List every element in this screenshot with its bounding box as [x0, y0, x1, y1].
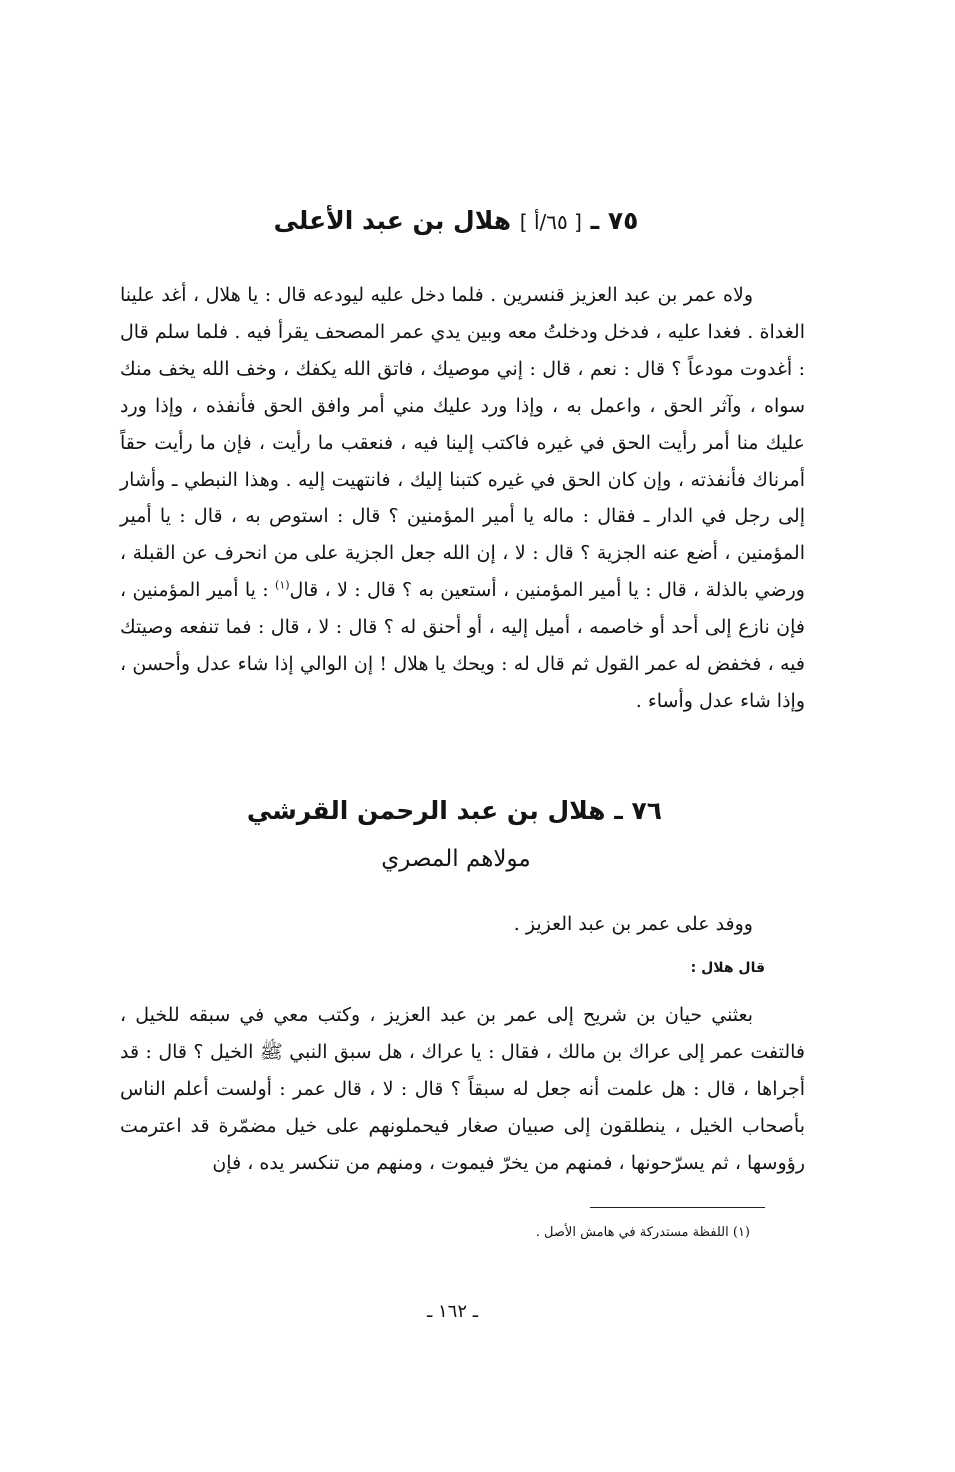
entry-76-heading: ٧٦ ـ هلال بن عبد الرحمن القرشي	[246, 796, 662, 825]
entry-76-subheading: مولاهم المصري	[381, 846, 531, 872]
entry-75-text: ولاه عمر بن عبد العزيز قنسرين . فلما دخل عليه ليودعه قال : يا هلال ، أغد علينا الغداة . فغدا عليه ، فدخل ودخلتُ معه وبين يدي عمر المصحف يقرأ فيه . فلما سلم قال : أغدوت مودعاً ؟ قال : نعم ، قال : إني موصيك ، فاتق الله يكفك ، وخف الله يخف منك سواه ، وآثر الحق ، واعمل به ، وإذا ورد عليك مني أمر وافق الحق فأنفذه ، وإذا ورد عليك منا أمر رأيت الحق في غيره فاكتب إلينا فيه ، فنعقب ما رأيت ، فإن ما رأيت حقاً أمرناك فأنفذته ، وإن كان الحق في غيره كتبنا إليك ، فانتهيت إليه . وهذا النبطي ـ وأشار إلى رجل في الدار ـ فقال : ماله يا أمير المؤمنين ؟ قال : استوص به ، قال : يا أمير المؤمنين ، أضع عنه الجزية ؟ قال : لا ، إن الله جعل الجزية على من انحرف عن القبلة ، ورضي بالذلة ، قال : يا أمير المؤمنين ، أستعين به ؟ قال : لا ، قال	[120, 284, 805, 602]
footnote-marker: (١)	[275, 578, 290, 592]
entry-75-number: ٧٥ ـ	[590, 206, 639, 235]
entry-75-name: هلال بن عبد الأعلى	[273, 206, 512, 235]
footnote: (١) اللفظة مستدركة في هامش الأصل .	[535, 1225, 750, 1240]
entry-75-manuscript-ref: [ ٦٥/أ ]	[519, 210, 582, 234]
page-number: ـ ١٦٢ ـ	[426, 1301, 478, 1322]
entry-76-body: بعثني حيان بن شريح إلى عمر بن عبد العزيز ، وكتب معي في سبقه للخيل ، فالتفت عمر إلى عراك بن مالك ، فقال : يا عراك ، هل سبق النبي ﷺ الخيل ؟ قال : قد أجراها ، قال : هل علمت أنه جعل له سبقاً ؟ قال : لا ، قال عمر : أولست أعلم الناس بأصحاب الخيل ، ينطلقون إلى صبيان صغار فيحملونهم على خيل مضمّرة قد اعترمت رؤوسها ، ثم يسرّحونها ، فمنهم من يخرّ فيموت ، ومنهم من تنكسر يده ، فإن	[120, 1004, 805, 1174]
entry-76-intro: ووفد على عمر بن عبد العزيز .	[513, 913, 753, 935]
footnote-divider	[590, 1207, 765, 1208]
entry-75-text-continued: : يا أمير المؤمنين ، فإن نازع إلى أحد أو خاصمه ، أميل إليه ، أو أحنق له ؟ قال : لا ، قال : فما تنفعه وصيتك فيه ، فخفض له عمر القول ثم قال له : ويحك يا هلال ! إن الوالي إذا شاء عدل وأحسن ، وإذا شاء عدل وأساء .	[120, 579, 805, 712]
entry-75-heading	[250, 206, 662, 235]
entry-75-body	[120, 277, 805, 720]
narration-label: قال هلال :	[690, 960, 765, 976]
